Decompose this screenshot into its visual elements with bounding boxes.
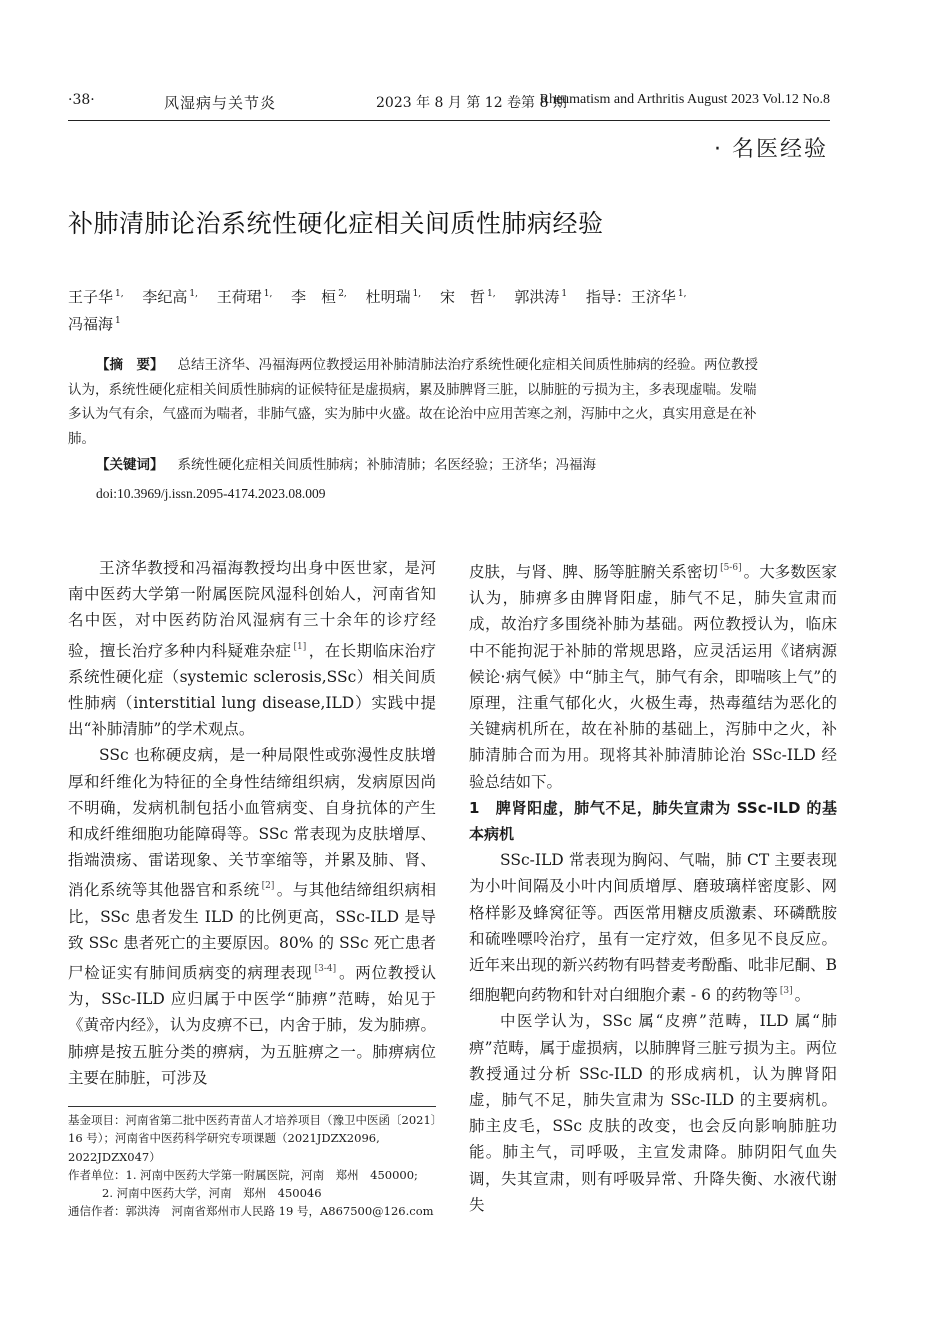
journal-english: Rheumatism and Arthritis August 2023 Vol.12 No.8	[539, 92, 830, 107]
paragraph: 王济华教授和冯福海教授均出身中医世家，是河南中医药大学第一附属医院风湿科创始人，河南省知名中医，对中医药防治风湿病有三十余年的诊疗经验，擅长治疗多种内科疑难杂症 [1] ，在长期临床治疗系统性硬化症（systemic sclerosis,SSc）相关间质性肺病（interstitial lung disease,ILD）实践中提出“补肺清肺”的学术观点。	[68, 559, 436, 739]
author: 王子华 $^{1,}$	[68, 288, 124, 306]
citation: [5-6]	[720, 563, 742, 573]
article-title: 补肺清肺论治系统性硬化症相关间质性肺病经验	[68, 209, 604, 238]
citation: [2]	[261, 881, 275, 892]
paragraph: SSc 也称硬皮病，是一种局限性或弥漫性皮肤增厚和纤维化为特征的全身性结缔组织病，发病原因尚不明确，发病机制包括小血管病变、自身抗体的产生和成纤维细胞功能障碍等。SSc 常表现为皮肤增厚、指端溃疡、雷诺现象、关节挛缩等，并累及肺、肾、消化系统等其他器官和系统 [2] 。与其他结缔组织病相比，SSc 患者发生 ILD 的比例更高，SSc-ILD 是导致 SSc 患者死亡的主要原因。80% 的 SSc 死亡患者尸检证实有肺间质病变的病理表现 [3-4] 。两位教授认为，SSc-ILD 应归属于中医学“肺痹”范畴，始见于《黄帝内经》，认为皮痹不已，内舍于肺，发为肺痹。肺痹是按五脏分类的痹病，为五脏痹之一。肺痹病位主要在肺脏，可涉及	[68, 746, 436, 1087]
supervisor: 指导：王济华 $^{1,}$	[585, 288, 687, 306]
author: 李纪高 $^{1,}$	[142, 288, 198, 306]
author: 宋 哲 $^{1,}$	[439, 288, 496, 306]
correspondence-note: 通信作者：郭洪涛 河南省郑州市人民路 19 号，A867500@126.com	[68, 1204, 434, 1219]
paragraph: 中医学认为，SSc 属“皮痹”范畴，ILD 属“肺痹”范畴，属于虚损病，以肺脾肾三脏亏损为主。两位教授通过分析 SSc-ILD 的形成病机，认为脾肾阳虚，肺气不足，肺失宣肃为 SSc-ILD 的主要病机。肺主皮毛，SSc 皮肤的改变，也会反向影响肺脏功能。肺主气，司呼吸，主宣发肃降。肺阴阳气血失调，失其宣肃，则有呼吸异常、升降失衡、水液代谢失	[469, 1012, 837, 1214]
citation: [1]	[293, 641, 307, 652]
section-heading: 1 脾肾阳虚，肺气不足，肺失宣肃为 SSc-ILD 的基本病机	[469, 798, 837, 844]
footnotes	[68, 1111, 440, 1221]
running-header	[68, 92, 830, 116]
keywords-label: 【关键词】	[96, 457, 164, 473]
citation: [3]	[779, 986, 793, 997]
page-number: ·38·	[68, 92, 95, 108]
abstract-label: 【摘 要】	[96, 357, 164, 373]
paragraph: 皮肤，与肾、脾、肠等脏腑关系密切 [5-6] 。大多数医家认为，肺痹多由脾肾阳虚，肺气不足，肺失宣肃而成，故治疗多围绕补肺为基础。两位教授认为，临床中不能拘泥于补肺的常规思路，应灵活运用《诸病源候论·病气候》中“肺主气，肺气有余，即喘咳上气”的原理，注重气郁化火，火极生毒，热毒蕴结为恶化的关键病机所在，故在补肺的基础上，泻肺中之火，补肺清肺合而为用。现将其补肺清肺论治 SSc-ILD 经验总结如下。	[469, 563, 837, 791]
fund-note: 基金项目：河南省第二批中医药青苗人才培养项目（豫卫中医函〔2021〕16 号）；河南省中医药科学研究专项课题（2021JDZX2096, 2022JDZX047）	[68, 1113, 437, 1164]
body-right-column	[469, 555, 837, 1218]
affiliation-note: 2. 河南中医药大学，河南 郑州 450046	[102, 1186, 322, 1201]
author-list	[68, 282, 808, 336]
section-label: · 名医经验	[714, 137, 828, 162]
abstract-text: 总结王济华、冯福海两位教授运用补肺清肺法治疗系统性硬化症相关间质性肺病的经验。两位教授认为，系统性硬化症相关间质性肺病的证候特征是虚损病，累及肺脾肾三脏，以肺脏的亏损为主，多表现虚喘。发喘多认为气有余，气盛而为喘者，非肺气盛，实为肺中火盛。故在论治中应用苦寒之剂，泻肺中之火，真实用意是在补肺。	[68, 357, 758, 447]
author: 杜明瑞 $^{1,}$	[365, 288, 422, 306]
author: 王荷珺 $^{1,}$	[216, 288, 273, 306]
doi: doi:10.3969/j.issn.2095-4174.2023.08.009	[96, 485, 326, 501]
journal-name: 风湿病与关节炎	[164, 94, 277, 112]
abstract	[68, 353, 768, 451]
body-left-column	[68, 555, 436, 1091]
abstract-block	[68, 353, 768, 506]
keywords	[68, 453, 768, 478]
header-rule	[68, 120, 830, 121]
author: 冯福海 $^1$	[68, 315, 121, 333]
keywords-text: 系统性硬化症相关间质性肺病；补肺清肺；名医经验；王济华；冯福海	[177, 457, 596, 473]
author: 李 桓 $^{2,}$	[291, 288, 347, 306]
paragraph: SSc-ILD 常表现为胸闷、气喘，肺 CT 主要表现为小叶间隔及小叶内间质增厚、磨玻璃样密度影、网格样影及蜂窝征等。西医常用糖皮质激素、环磷酰胺和硫唑嘌呤治疗，虽有一定疗效，但多见不良反应。近年来出现的新兴药物有吗替麦考酚酯、吡非尼酮、B 细胞靶向药物和针对白细胞介素 - 6 的药物等 [3] 。	[469, 851, 837, 1005]
affiliation-note: 作者单位：1. 河南中医药大学第一附属医院，河南 郑州 450000;	[68, 1167, 418, 1182]
citation: [3-4]	[314, 964, 337, 975]
author: 郭洪涛 $^1$	[514, 288, 568, 306]
footnote-rule	[68, 1106, 436, 1107]
issue-info: 2023 年 8 月 第 12 卷第 8 期	[376, 95, 567, 111]
